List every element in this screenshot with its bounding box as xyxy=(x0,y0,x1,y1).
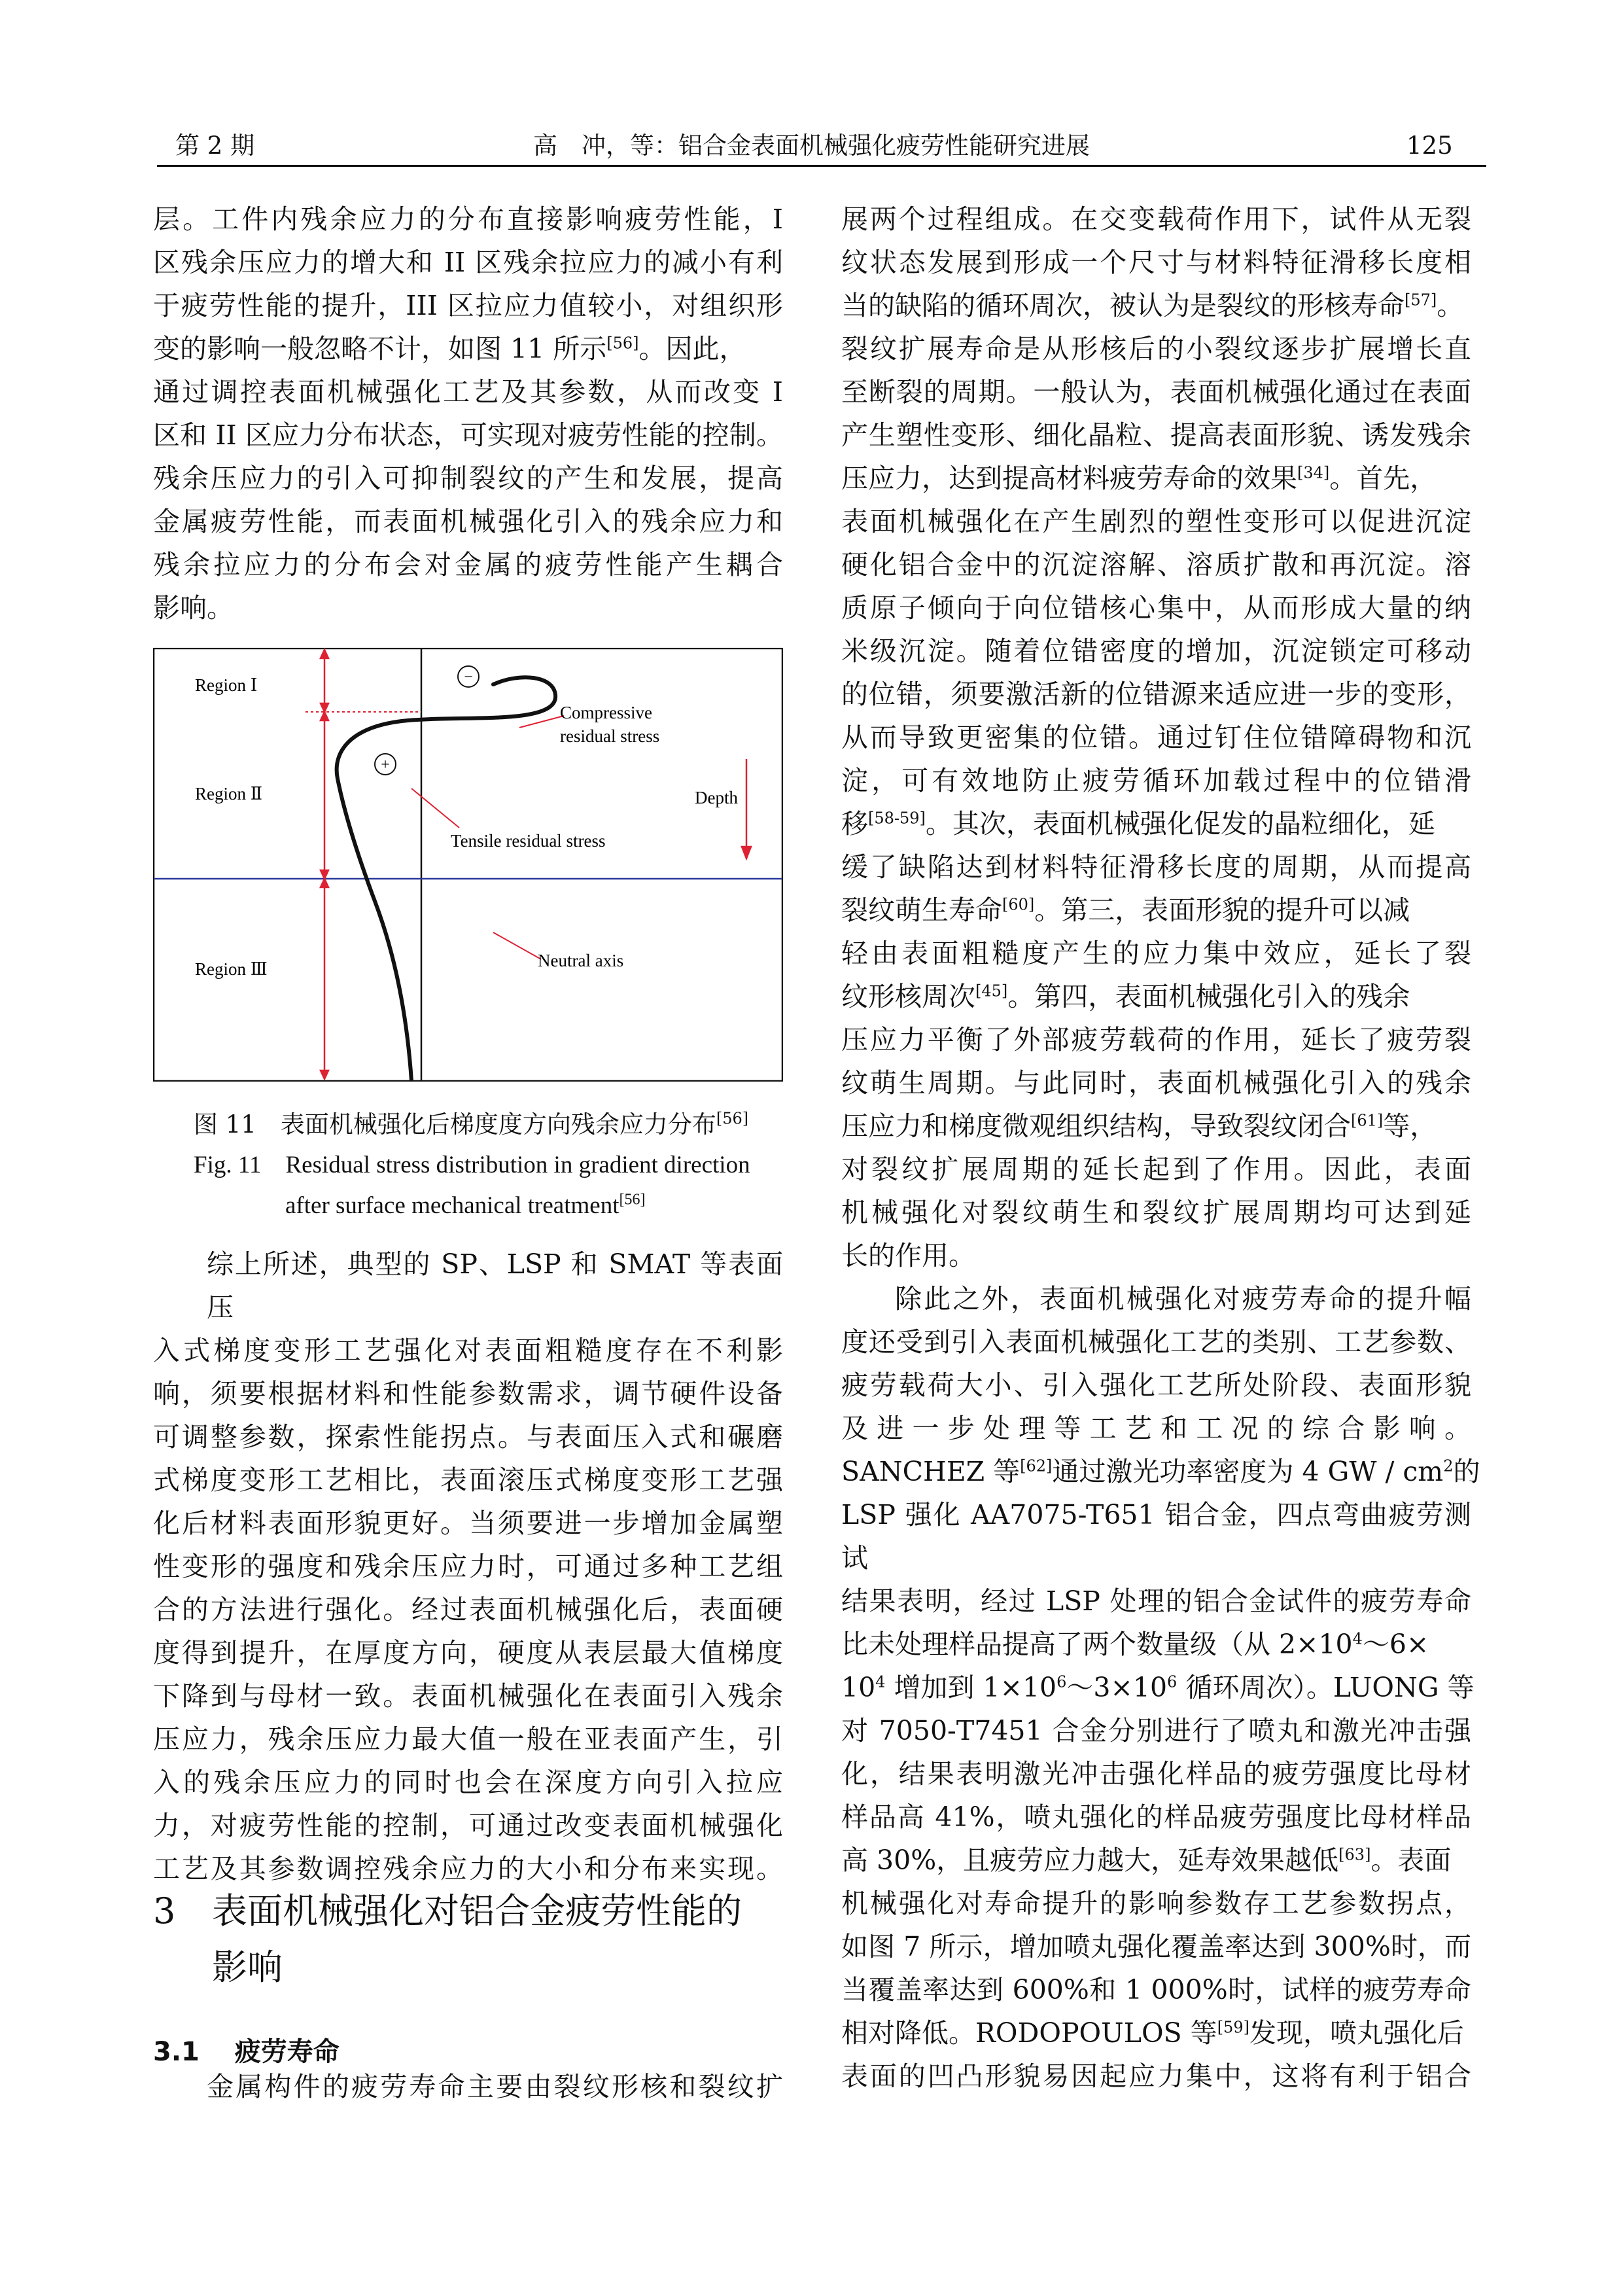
text-line: 至断裂的周期。一般认为，表面机械强化通过在表面 xyxy=(841,376,1471,408)
text-line: 度得到提升，在厚度方向，硬度从表层最大值梯度 xyxy=(153,1637,783,1669)
text-line: SANCHEZ 等[62]通过激光功率密度为 4 GW / $cm^2$的 xyxy=(841,1456,1480,1487)
text-line: 如图 7 所示，增加喷丸强化覆盖率达到 300%时，而 xyxy=(841,1931,1471,1962)
text-line: 相对降低。RODOPOULOS 等[59]发现，喷丸强化后 xyxy=(841,2017,1464,2049)
citation: [56] xyxy=(606,334,639,353)
text-line: 式梯度变形工艺相比，表面滚压式梯度变形工艺强 xyxy=(153,1464,783,1496)
text-line: 缓了缺陷达到材料特征滑移长度的周期，从而提高 xyxy=(841,851,1471,883)
text-line: 的位错，须要激活新的位错源来适应进一步的变形， xyxy=(841,679,1471,710)
compressive-label-2: residual stress xyxy=(560,726,660,746)
text-line: 表面的凹凸形貌易因起应力集中，这将有利于铝合 xyxy=(841,2060,1471,2092)
text-line: 区残余压应力的增大和 II 区残余拉应力的减小有利 xyxy=(153,247,783,278)
text-line: 层。工件内残余应力的分布直接影响疲劳性能，I xyxy=(153,203,783,235)
text-line: 影响。 xyxy=(153,592,234,624)
text-line: 移[58-59]。其次，表面机械强化促发的晶粒细化，延 xyxy=(841,808,1435,839)
text-line: 可调整参数，探索性能拐点。与表面压入式和碾磨 xyxy=(153,1421,783,1453)
text-line: 结果表明，经过 LSP 处理的铝合金试件的疲劳寿命 xyxy=(841,1585,1471,1617)
text-line: 区和 II 区应力分布状态，可实现对疲劳性能的控制。 xyxy=(153,419,783,451)
text-line: 化后材料表面形貌更好。当须要进一步增加金属塑 xyxy=(153,1508,783,1539)
text-line: 合的方法进行强化。经过表面机械强化后，表面硬 xyxy=(153,1594,783,1625)
text-line: 质原子倾向于向位错核心集中，从而形成大量的纳 xyxy=(841,592,1471,624)
left-paragraph-1 xyxy=(153,198,783,629)
text-line: 及进一步处理等工艺和工况的综合影响。 xyxy=(841,1413,1471,1444)
text-line: LSP 强化 AA7075-T651 铝合金，四点弯曲疲劳测试 xyxy=(841,1499,1471,1574)
right-column-text xyxy=(841,198,1480,2098)
text-line: 轻由表面粗糙度产生的应力集中效应，延长了裂 xyxy=(841,938,1471,969)
text-line: 机械强化对裂纹萌生和裂纹扩展周期均可达到延 xyxy=(841,1197,1471,1228)
text-line: 产生塑性变形、细化晶粒、提高表面形貌、诱发残余 xyxy=(841,419,1471,451)
figure-caption-en-1: Fig. 11 Residual stress distribution in gradient direction xyxy=(194,1152,750,1178)
left-paragraph-3 xyxy=(153,2065,783,2108)
header-title: 高 冲，等：铝合金表面机械强化疲劳性能研究进展 xyxy=(533,132,1090,160)
section-title-line-2: 影响 xyxy=(212,1947,283,1988)
text-line: 工艺及其参数调控残余应力的大小和分布来实现。 xyxy=(153,1853,783,1884)
left-paragraph-2 xyxy=(153,1243,783,1890)
text-line: 长的作用。 xyxy=(841,1240,975,1271)
text-line: 性变形的强度和残余压应力时，可通过多种工艺组 xyxy=(153,1551,783,1582)
text-line: 当覆盖率达到 600%和 1 000%时，试样的疲劳寿命 xyxy=(841,1974,1471,2005)
subsection-title: 疲劳寿命 xyxy=(234,2036,340,2067)
text-line: 当的缺陷的循环周次，被认为是裂纹的形核寿命[57]。 xyxy=(841,290,1464,321)
text-line: 金属疲劳性能，而表面机械强化引入的残余应力和 xyxy=(153,506,783,537)
text-line: 残余拉应力的分布会对金属的疲劳性能产生耦合 xyxy=(153,549,783,580)
text-line: 机械强化对寿命提升的影响参数存工艺参数拐点， xyxy=(841,1888,1471,1919)
text-line: 压应力和梯度微观组织结构，导致裂纹闭合[61]等， xyxy=(841,1110,1437,1142)
text-line: $10^4$ 增加到 $1\times 10^6\sim 3\times 10^6$ 循环周次）。LUONG 等 xyxy=(841,1672,1475,1703)
text-line: 力，对疲劳性能的控制，可通过改变表面机械强化 xyxy=(153,1810,783,1841)
compressive-label-1: Compressive xyxy=(560,703,652,722)
text-line: 硬化铝合金中的沉淀溶解、溶质扩散和再沉淀。溶 xyxy=(841,549,1471,580)
text-line: 通过调控表面机械强化工艺及其参数，从而改变 I xyxy=(153,376,783,408)
region-1-label: Region Ⅰ xyxy=(195,675,258,695)
minus-sign: − xyxy=(464,669,473,686)
text-line: 金属构件的疲劳寿命主要由裂纹形核和裂纹扩 xyxy=(207,2071,783,2102)
section-3-heading xyxy=(153,1883,783,1996)
header-issue: 第 2 期 xyxy=(175,132,255,160)
text-line: 对 7050-T7451 合金分别进行了喷丸和激光冲击强 xyxy=(841,1715,1471,1746)
text-line: 入式梯度变形工艺强化对表面粗糙度存在不利影 xyxy=(153,1335,783,1366)
text-line: 纹形核周次[45]。第四，表面机械强化引入的残余 xyxy=(841,981,1410,1012)
text-line: 下降到与母材一致。表面机械强化在表面引入残余 xyxy=(153,1680,783,1712)
text-line: 压应力，达到提高材料疲劳寿命的效果[34]。首先， xyxy=(841,463,1437,494)
header-rule xyxy=(157,165,1486,167)
text-line: 裂纹扩展寿命是从形核后的小裂纹逐步扩展增长直 xyxy=(841,333,1471,364)
text-line: 对裂纹扩展周期的延长起到了作用。因此，表面 xyxy=(841,1154,1471,1185)
text-line: 度还受到引入表面机械强化工艺的类别、工艺参数、 xyxy=(841,1326,1471,1358)
text-line: 展两个过程组成。在交变载荷作用下，试件从无裂 xyxy=(841,203,1471,235)
figure-caption-en-2: after surface mechanical treatment[56] xyxy=(285,1191,646,1219)
subsection-number: 3.1 xyxy=(153,2037,200,2067)
text-line: 于疲劳性能的提升，III 区拉应力值较小，对组织形 xyxy=(153,290,783,321)
text-line: 从而导致更密集的位错。通过钉住位错障碍物和沉 xyxy=(841,722,1471,753)
header-page-number: 125 xyxy=(1406,132,1453,160)
text-line: 压应力，残余压应力最大值一般在亚表面产生，引 xyxy=(153,1723,783,1755)
text-line: 比未处理样品提高了两个数量级（从 $2\times 10^4\sim 6\times$ xyxy=(841,1629,1429,1660)
text-line: 残余压应力的引入可抑制裂纹的产生和发展，提高 xyxy=(153,463,783,494)
text-line: 响，须要根据材料和性能参数需求，调节硬件设备 xyxy=(153,1378,783,1409)
text-line: 化，结果表明激光冲击强化样品的疲劳强度比母材 xyxy=(841,1758,1471,1790)
text-line: 变的影响一般忽略不计，如图 11 所示[56]。因此， xyxy=(153,333,746,364)
text-line: 淀，可有效地防止疲劳循环加载过程中的位错滑 xyxy=(841,765,1471,796)
tensile-label: Tensile residual stress xyxy=(451,831,606,851)
text-line: 表面机械强化在产生剧烈的塑性变形可以促进沉淀 xyxy=(841,506,1471,537)
depth-label: Depth xyxy=(695,788,738,807)
plus-sign: + xyxy=(381,756,390,773)
neutral-axis-label: Neutral axis xyxy=(538,951,624,970)
text-line: 纹萌生周期。与此同时，表面机械强化引入的残余 xyxy=(841,1067,1471,1099)
text-line: 入的残余压应力的同时也会在深度方向引入拉应 xyxy=(153,1767,783,1798)
text-line: 高 30%，且疲劳应力越大，延寿效果越低[63]。表面 xyxy=(841,1845,1452,1876)
text-line: 样品高 41%，喷丸强化的样品疲劳强度比母材样品 xyxy=(841,1801,1471,1833)
text-line: 米级沉淀。随着位错密度的增加，沉淀锁定可移动 xyxy=(841,635,1471,667)
section-number: 3 xyxy=(153,1890,176,1932)
text-line: 压应力平衡了外部疲劳载荷的作用，延长了疲劳裂 xyxy=(841,1024,1471,1055)
region-2-label: Region Ⅱ xyxy=(195,784,263,804)
text-line: 疲劳载荷大小、引入强化工艺所处阶段、表面形貌 xyxy=(841,1369,1471,1401)
text-line: 裂纹萌生寿命[60]。第三，表面形貌的提升可以减 xyxy=(841,894,1410,926)
text-line: 除此之外，表面机械强化对疲劳寿命的提升幅 xyxy=(895,1283,1471,1315)
figure-caption-cn: 图 11 表面机械强化后梯度度方向残余应力分布[56] xyxy=(194,1109,749,1139)
region-3-label: Region Ⅲ xyxy=(195,959,268,979)
text-line: 综上所述，典型的 SP、LSP 和 SMAT 等表面压 xyxy=(207,1248,783,1323)
section-title-line-1: 表面机械强化对铝合金疲劳性能的 xyxy=(212,1890,742,1932)
text-line: 纹状态发展到形成一个尺寸与材料特征滑移长度相 xyxy=(841,247,1471,278)
figure-11-residual-stress-diagram xyxy=(153,648,783,1082)
